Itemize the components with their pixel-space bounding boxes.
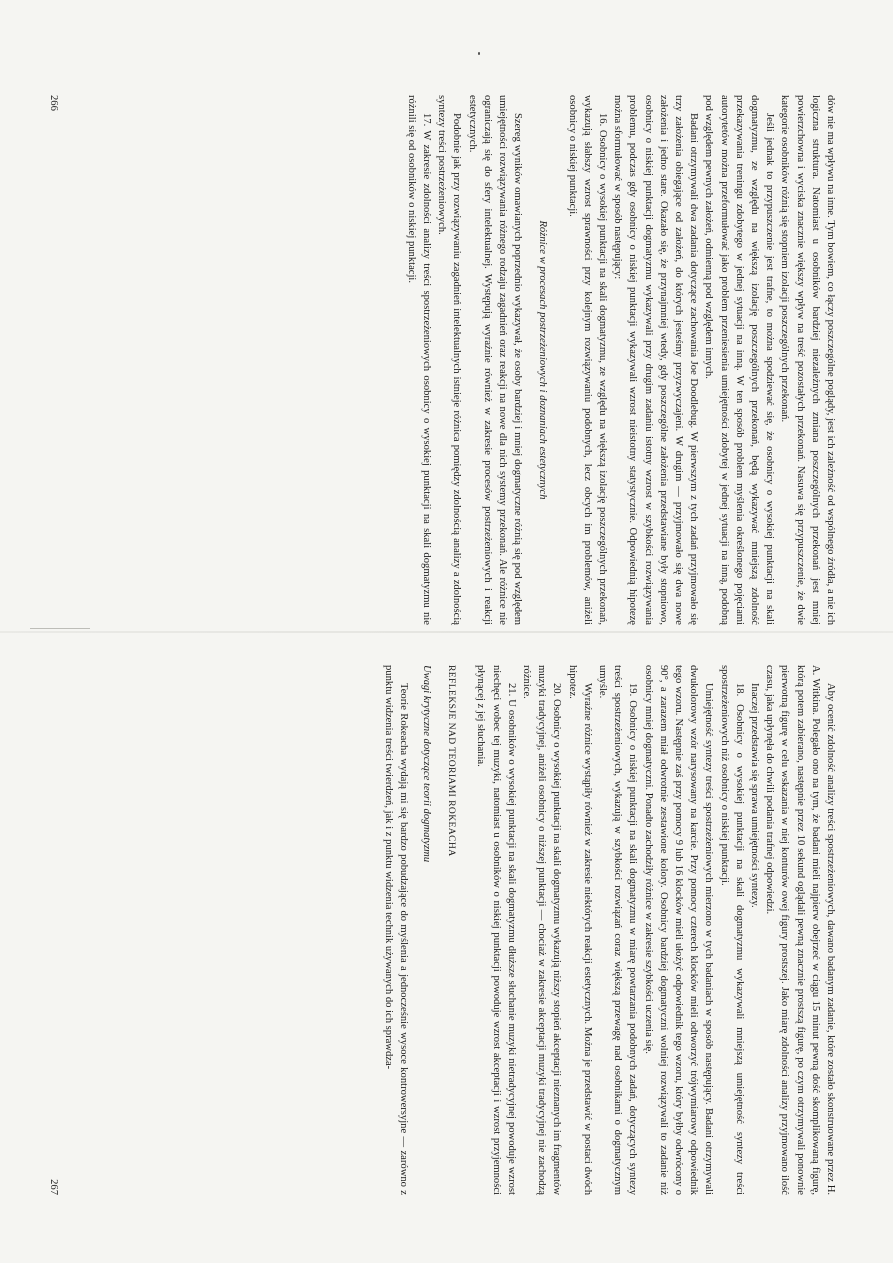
paragraph: dów nie ma wpływu na inne. Tym bowiem, co łączy poszczególne poglądy, jest ich zależność od wspólnego źródła, a nie ich logiczna struktura. Natomiast u osobników bardziej niezależnych zmiana poszczególnych przekonań jest mniej powierzchowna i wyciska znacznie większy wpływ na treść pozostałych przekonań. Nasuwa się przypuszczenie, że dwie kategorie osobników różnią się stopniem izolacji poszczególnych przekonań. [779, 95, 836, 625]
hypothesis-19: 19. Osobnicy o niskiej punktacji na skali dogmatyzmu w miarę powtarzania podobnych zadań, dotyczących syntezy treści spostrzeżeniowych, wykazują w szybkości rozwiązań coraz większą przewagę nad osobnikami o dogmatycznym umyśle. [596, 665, 639, 1195]
subheading: Uwagi krytyczne dotyczące teorii dogmatyzmu [420, 665, 432, 863]
paragraph: Teorie Rokeacha wydają mi się bardzo pobudzające do myślenia a jednocześnie wysoce kontrowersyjne — zarówno z punktu widzenia treści twierdzeń, jak i z punktu widzenia technik używanych do ich sprawdza- [382, 665, 409, 1195]
left-page [48, 95, 838, 625]
paragraph: Umiejętność syntezy treści spostrzeżeniowych mierzono w tych badaniach w sposób następujący. Badani otrzymywali dwukolorowy wzór narysowany na karcie. Przy pomocy czterech klocków mieli odtworzyć trójwymiarowy odpowiednik tego wzoru. Następnie zaś przy pomocy 9 lub 16 klocków mieli ułożyć odpowiednik tego wzoru, który byłby odwrócony o 90°, a zarazem miał odwrotnie zestawione kolory. Osobnicy bardziej dogmatyczni wolniej rozwiązywali to zadanie niż osobnicy mniej dogmatyczni. Ponadto zachodziły różnice w zakresie szybkości uczenia się. [642, 665, 715, 1195]
hypothesis-20: 20. Osobnicy o wysokiej punktacji na skali dogmatyzmu wykazują niższy stopień akceptacji nieznanych im fragmentów muzyki tradycyjnej, aniżeli osobnicy o niższej punktacji — chociaż w zakresie akceptacji muzyki tradycyjnej nie zachodzą różnice. [520, 665, 563, 1195]
right-page [48, 665, 838, 1195]
paragraph: Badani otrzymywali dwa zadania dotyczące zachowania Joe Doodlebug. W pierwszym z tych zadań przyjmowało się trzy założenia obiegające od założeń, do których jesteśmy przyzwyczajeni. W drugim — przyjmowało się dwa nowe założenia i jedno stare. Okazało się, że przynajmniej wtedy, gdy poszczególne założenia przedstawiane były stopniowo, osobnicy o niskiej punktacji dogmatyzmu wykazywali przy drugim zadaniu istotny wzrost w szybkości rozwiązywania problemu, podczas gdy osobnicy o niskiej punktacji wykazywali wzrost nieistotny statystycznie. Odpowiednią hipotezę można sformułować w sposób następujący: [612, 95, 700, 625]
paragraph: Aby ocenić zdolność analizy treści spostrzeżeniowych, dawano badanym zadanie, które zostało skonstruowane przez H. A. Witkina. Polegało ono na tym, że badani mieli najpierw obejrzeć w ciągu 15 minut pewną dość skomplikowaną figurę, którą potem zabierano, następnie przez 10 sekund oglądali pewną znacznie prostszą figurę, po czym otrzymywali ponownie pierwotną figurę w celu wskazania w niej konturów owej figury prostszej. Jako miarę zdolności analizy przyjmowano ilość czasu, jaka upłynęła do chwili podania trafnej odpowiedzi. [764, 665, 836, 1195]
page-gutter [0, 631, 893, 633]
hypothesis-16: 16. Osobnicy o wysokiej punktacji na skali dogmatyzmu, ze względu na większą izolację poszczególnych przekonań, wykazują słabszy wzrost sprawności przy kolejnym rozwiązywaniu podobnych, lecz obcych im problemów, aniżeli osobnicy o niskiej punktacji. [566, 95, 608, 625]
left-page-text [404, 95, 838, 625]
paragraph: Wyraźne różnice wystąpiły również w zakresie niektórych reakcji estetycznych. Można je przedstawić w postaci dwóch hipotez. [566, 665, 593, 1195]
page-number: 267 [48, 1179, 59, 1195]
page-number: 266 [48, 95, 59, 111]
hypothesis-17: 17. W zakresie zdolności analizy treści spostrzeżeniowych osobnicy o wysokiej punktacji na skali dogmatyzmu nie różnili się od osobników o niskiej punktacji. [405, 95, 432, 625]
paragraph: Podobnie jak przy rozwiązywaniu zagadnień intelektualnych istnieje różnica pomiędzy zdolnością analizy a zdolnością syntezy treści postrzeżeniowych. [436, 95, 463, 625]
paragraph: Inaczej przedstawia się sprawa umiejętności syntezy. [748, 683, 760, 908]
right-page-text [380, 665, 838, 1195]
chapter-heading: REFLEKSJE NAD TEORIAMI ROKEACHA [446, 665, 458, 857]
scan-mark [30, 628, 90, 629]
paragraph: Szereg wyników omawianych poprzednio wykazywał, że osoby bardziej i mniej dogmatyczne różnią się pod względem umiejętności rozwiązywania różnego rodzaju zagadnień oraz reakcji na nowe dla nich systemy przekonań. Ale różnice nie ograniczają się do sfery intelektualnej. Występują wyraźnie również w zakresie procesów postrzeżeniowych i reakcji estetycznych. [466, 95, 524, 625]
section-heading: Różnice w procesach postrzeżeniowych i doznaniach estetycznych [537, 220, 549, 500]
hypothesis-18: 18. Osobnicy o wysokiej punktacji na skali dogmatyzmu wykazywali mniejszą umiejętność syntezy treści spostrzeżeniowych niż osobnicy o niskiej punktacji. [718, 665, 745, 1195]
scan-speck [478, 52, 480, 55]
paragraph: Jeśli jednak to przypuszczenie jest trafne, to można spodziewać się, że osobnicy o wysokiej punktacji na skali dogmatyzmu, ze względu na większą izolację poszczególnych przekonań, będą wykazywać mniejszą zdolność przekazywania treningu zdobytego w jednej sytuacji na inną. W ten sposób problem myślenia określonego pojęciami autorytetów można przeformułować jako problem przeniesienia umiejętności zdobytej w jednej sytuacji na inną, podobną pod względem pewnych założeń, odmienną pod względem innych. [703, 95, 776, 625]
hypothesis-21: 21. U osobników o wysokiej punktacji na skali dogmatyzmu dłuższe słuchanie muzyki nietradycyjnej powoduje wzrost niechęci wobec tej muzyki, natomiast u osobników o niskiej punktacji powoduje wzrost akceptacji i wzrost przyjemności płynącej z jej słuchania. [475, 665, 517, 1195]
